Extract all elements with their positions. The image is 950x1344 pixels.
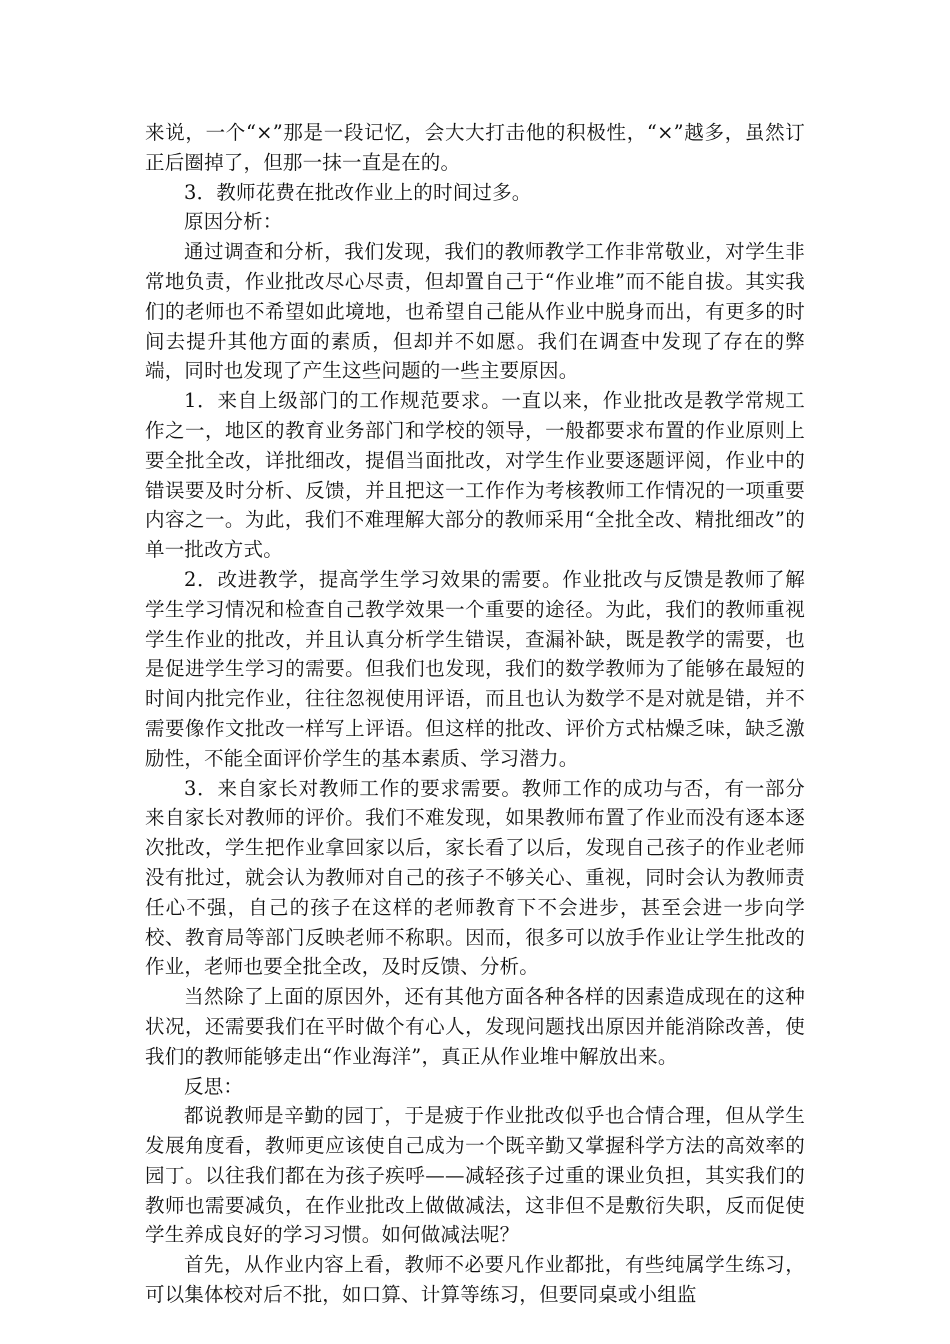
paragraph-continuation: 来说，一个“×”那是一段记忆，会大大打击他的积极性，“×”越多，虽然订正后圈掉了，但那一抹一直是在的。 [145,121,805,174]
paragraph-other-causes: 当然除了上面的原因外，还有其他方面各种各样的因素造成现在的这种状况，还需要我们在平时做个有心人，发现问题找出原因并能消除改善，使我们的教师能够走出“作业海洋”，真正从作业堆中解放出来。 [145,985,805,1068]
paragraph-survey-findings: 通过调查和分析，我们发现，我们的教师教学工作非常敬业，对学生非常地负责，作业批改尽心尽责，但却置自己于“作业堆”而不能自拔。其实我们的老师也不希望如此境地，也希望自己能从作业中脱身而出，有更多的时间去提升其他方面的素质，但却并不如愿。我们在调查中发现了存在的弊端，同时也发现了产生这些问题的一些主要原因。 [145,240,805,383]
paragraph-point-3-time: 3．教师花费在批改作业上的时间过多。 [184,180,532,204]
paragraph-reflection: 都说教师是辛勤的园丁，于是疲于作业批改似乎也合情合理，但从学生发展角度看，教师更应该使自己成为一个既辛勤又掌握科学方法的高效率的园丁。以往我们都在为孩子疾呼——减轻孩子过重的课业负担，其实我们的教师也需要减负，在作业批改上做做减法，这非但不是敷衍失职，反而促使学生养成良好的学习习惯。如何做减法呢？ [145,1104,805,1247]
section-heading-cause-analysis: 原因分析： [184,210,283,234]
section-heading-reflection: 反思： [184,1074,244,1098]
paragraph-firstly: 首先，从作业内容上看，教师不必要凡作业都批，有些纯属学生练习，可以集体校对后不批，如口算、计算等练习，但要同桌或小组监 [145,1253,805,1307]
document-page [145,118,805,1310]
paragraph-cause-1: 1．来自上级部门的工作规范要求。一直以来，作业批改是教学常规工作之一，地区的教育业务部门和学校的领导，一般都要求布置的作业原则上要全批全改，详批细改，提倡当面批改，对学生作业要逐题评阅，作业中的错误要及时分析、反馈，并且把这一工作作为考核教师工作情况的一项重要内容之一。为此，我们不难理解大部分的教师采用“全批全改、精批细改”的单一批改方式。 [145,389,805,562]
paragraph-cause-2: 2．改进教学，提高学生学习效果的需要。作业批改与反馈是教师了解学生学习情况和检查自己教学效果一个重要的途径。为此，我们的教师重视学生作业的批改，并且认真分析学生错误，查漏补缺，既是教学的需要，也是促进学生学习的需要。但我们也发现，我们的数学教师为了能够在最短的时间内批完作业，往往忽视使用评语，而且也认为数学不是对就是错，并不需要像作文批改一样写上评语。但这样的批改、评价方式枯燥乏味，缺乏激励性，不能全面评价学生的基本素质、学习潜力。 [145,567,805,770]
paragraph-cause-3: 3．来自家长对教师工作的要求需要。教师工作的成功与否，有一部分来自家长对教师的评价。我们不难发现，如果教师布置了作业而没有逐本逐次批改，学生把作业拿回家以后，家长看了以后，发现自己孩子的作业老师没有批过，就会认为教师对自己的孩子不够关心、重视，同时会认为教师责任心不强，自己的孩子在这样的老师教育下不会进步，甚至会进一步向学校、教育局等部门反映老师不称职。因而，很多可以放手作业让学生批改的作业，老师也要全批全改，及时反馈、分析。 [145,776,805,979]
